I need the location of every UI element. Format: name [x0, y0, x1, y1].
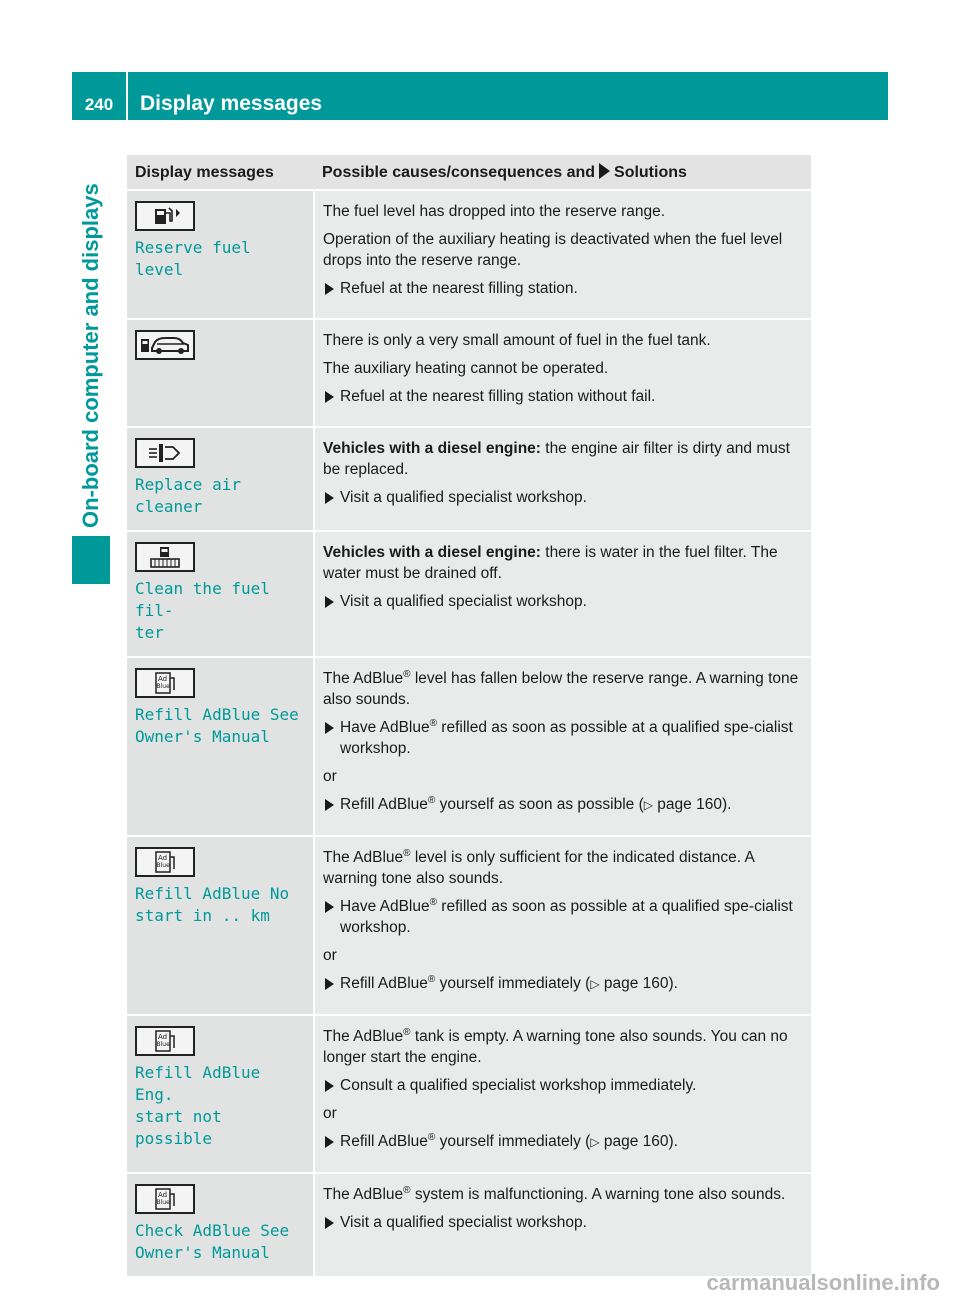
cause-text: The AdBlue® level has fallen below the reserve range. A warning tone also sounds.: [323, 668, 799, 708]
svg-text:Blue: Blue: [156, 683, 170, 690]
arrow-icon: [599, 163, 610, 179]
adblue-icon: [135, 847, 195, 877]
cause-text: The AdBlue® level is only sufficient for the indicated distance. A warning tone also sounds.: [323, 847, 755, 887]
solution-step: Refuel at the nearest filling station.: [323, 278, 805, 299]
or-text: or: [323, 947, 337, 964]
air-filter-icon: [135, 438, 195, 468]
svg-text:Ad: Ad: [158, 854, 168, 862]
side-tab-label: On-board computer and displays: [78, 183, 103, 528]
page-number: 240: [84, 95, 114, 114]
svg-text:Blue: Blue: [156, 862, 170, 869]
cause-text: Vehicles with a diesel engine: the engine air filter is dirty and must be replaced.: [323, 440, 790, 478]
display-message: Check AdBlue See Owner's Manual: [135, 1221, 290, 1262]
table-row: [127, 427, 811, 531]
page-header: [72, 72, 888, 120]
cause-text: The AdBlue® system is malfunctioning. A warning tone also sounds.: [323, 1184, 786, 1203]
fuel-pump-icon: [135, 201, 195, 231]
solution-step: Refill AdBlue® yourself immediately (▷ page 160).: [323, 1131, 805, 1153]
cause-text: Vehicles with a diesel engine: there is water in the fuel filter. The water must be drained off.: [323, 544, 778, 582]
table-row: [127, 836, 811, 1015]
fuel-filter-icon: [135, 542, 195, 572]
display-messages-table: [127, 155, 811, 1278]
adblue-icon: [135, 1026, 195, 1056]
solution-step: Have AdBlue® refilled as soon as possible at a qualified spe‐cialist workshop.: [323, 717, 805, 759]
display-message: Refill AdBlue Eng. start not possible: [135, 1063, 261, 1148]
watermark: carmanualsonline.info: [706, 1270, 940, 1295]
table-row: [127, 190, 811, 319]
display-message: Replace air cleaner: [135, 475, 251, 516]
table-row: [127, 531, 811, 657]
cause-text: The auxiliary heating cannot be operated.: [323, 360, 609, 377]
table-row: [127, 1173, 811, 1277]
col-header-messages: Display messages: [127, 155, 314, 190]
display-message: Clean the fuel fil‐ ter: [135, 579, 270, 642]
page-title: Display messages: [140, 92, 323, 115]
display-message: Reserve fuel level: [135, 238, 261, 279]
svg-text:Blue: Blue: [156, 1041, 170, 1048]
solution-step: Refill AdBlue® yourself as soon as possible (▷ page 160).: [323, 794, 805, 816]
solution-step: Refuel at the nearest filling station without fail.: [323, 386, 805, 407]
svg-text:Blue: Blue: [156, 1199, 170, 1206]
page-ref-icon: ▷: [590, 1135, 600, 1149]
page-ref-icon: ▷: [590, 977, 600, 991]
table-row: [127, 657, 811, 836]
display-message: Refill AdBlue No start in .. km: [135, 884, 290, 925]
svg-text:Ad: Ad: [158, 1033, 168, 1041]
svg-text:Ad: Ad: [158, 675, 168, 683]
adblue-icon: [135, 1184, 195, 1214]
solution-step: Refill AdBlue® yourself immediately (▷ page 160).: [323, 973, 805, 995]
table-row: [127, 319, 811, 427]
solution-step: Visit a qualified specialist workshop.: [323, 591, 805, 612]
or-text: or: [323, 768, 337, 785]
display-message: Refill AdBlue See Owner's Manual: [135, 705, 299, 746]
table-header-row: [127, 155, 811, 190]
svg-text:Ad: Ad: [158, 1191, 168, 1199]
cause-text: The AdBlue® tank is empty. A warning tone also sounds. You can no longer start the engine.: [323, 1026, 788, 1066]
cause-text: The fuel level has dropped into the reserve range.: [323, 203, 666, 220]
solution-step: Consult a qualified specialist workshop immediately.: [323, 1075, 805, 1096]
side-tab-marker: [72, 536, 110, 584]
solution-step: Visit a qualified specialist workshop.: [323, 1212, 805, 1233]
cause-text: Operation of the auxiliary heating is deactivated when the fuel level drops into the reserve range.: [323, 231, 783, 269]
page-ref-icon: ▷: [643, 798, 653, 812]
col-header-solutions: Possible causes/consequences and Solutions: [314, 155, 811, 190]
table-row: [127, 1015, 811, 1173]
solution-step: Have AdBlue® refilled as soon as possible at a qualified spe‐cialist workshop.: [323, 896, 805, 938]
adblue-icon: [135, 668, 195, 698]
fuel-car-icon: [135, 330, 195, 360]
or-text: or: [323, 1105, 337, 1122]
cause-text: There is only a very small amount of fuel in the fuel tank.: [323, 332, 711, 349]
solution-step: Visit a qualified specialist workshop.: [323, 487, 805, 508]
